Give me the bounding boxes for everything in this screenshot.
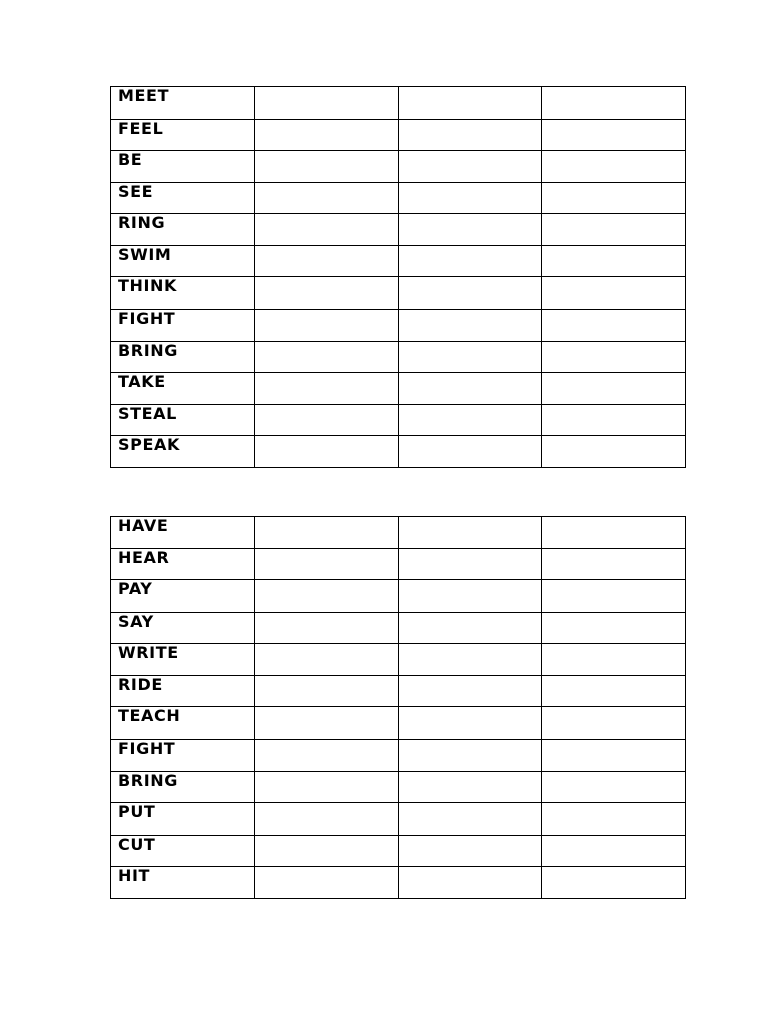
answer-cell-3[interactable] bbox=[542, 803, 686, 836]
answer-cell-2[interactable] bbox=[398, 246, 542, 277]
answer-cell-1[interactable] bbox=[254, 549, 398, 580]
table-row bbox=[111, 246, 686, 277]
verb-table-1-body bbox=[111, 87, 686, 468]
answer-cell-3[interactable] bbox=[542, 613, 686, 644]
answer-cell-3[interactable] bbox=[542, 772, 686, 803]
verb-table-2 bbox=[110, 516, 686, 899]
answer-cell-2[interactable] bbox=[398, 87, 542, 120]
answer-cell-3[interactable] bbox=[542, 740, 686, 772]
table-row bbox=[111, 644, 686, 676]
verb-cell: FIGHT bbox=[111, 740, 255, 772]
answer-cell-1[interactable] bbox=[254, 803, 398, 836]
answer-cell-1[interactable] bbox=[254, 342, 398, 373]
answer-cell-3[interactable] bbox=[542, 517, 686, 549]
answer-cell-3[interactable] bbox=[542, 120, 686, 151]
verb-cell: STEAL bbox=[111, 405, 255, 436]
verb-cell: THINK bbox=[111, 277, 255, 310]
verb-cell: FEEL bbox=[111, 120, 255, 151]
answer-cell-1[interactable] bbox=[254, 772, 398, 803]
answer-cell-1[interactable] bbox=[254, 644, 398, 676]
table-row bbox=[111, 867, 686, 899]
answer-cell-2[interactable] bbox=[398, 613, 542, 644]
answer-cell-1[interactable] bbox=[254, 246, 398, 277]
verb-cell: SWIM bbox=[111, 246, 255, 277]
verb-cell: WRITE bbox=[111, 644, 255, 676]
answer-cell-2[interactable] bbox=[398, 373, 542, 405]
answer-cell-2[interactable] bbox=[398, 277, 542, 310]
answer-cell-1[interactable] bbox=[254, 373, 398, 405]
answer-cell-1[interactable] bbox=[254, 214, 398, 246]
answer-cell-2[interactable] bbox=[398, 772, 542, 803]
answer-cell-2[interactable] bbox=[398, 740, 542, 772]
answer-cell-1[interactable] bbox=[254, 436, 398, 468]
answer-cell-3[interactable] bbox=[542, 580, 686, 613]
table-row bbox=[111, 803, 686, 836]
answer-cell-2[interactable] bbox=[398, 214, 542, 246]
answer-cell-3[interactable] bbox=[542, 183, 686, 214]
answer-cell-1[interactable] bbox=[254, 277, 398, 310]
table-row bbox=[111, 740, 686, 772]
verb-cell: RING bbox=[111, 214, 255, 246]
answer-cell-1[interactable] bbox=[254, 151, 398, 183]
verb-cell: SEE bbox=[111, 183, 255, 214]
table-row bbox=[111, 613, 686, 644]
answer-cell-1[interactable] bbox=[254, 613, 398, 644]
verb-cell: SAY bbox=[111, 613, 255, 644]
answer-cell-3[interactable] bbox=[542, 214, 686, 246]
answer-cell-2[interactable] bbox=[398, 867, 542, 899]
table-row bbox=[111, 120, 686, 151]
table-row bbox=[111, 373, 686, 405]
answer-cell-1[interactable] bbox=[254, 310, 398, 342]
answer-cell-1[interactable] bbox=[254, 740, 398, 772]
answer-cell-3[interactable] bbox=[542, 644, 686, 676]
verb-cell: HEAR bbox=[111, 549, 255, 580]
table-row bbox=[111, 580, 686, 613]
answer-cell-2[interactable] bbox=[398, 580, 542, 613]
table-row bbox=[111, 707, 686, 740]
answer-cell-1[interactable] bbox=[254, 87, 398, 120]
answer-cell-2[interactable] bbox=[398, 151, 542, 183]
verb-cell: CUT bbox=[111, 836, 255, 867]
answer-cell-1[interactable] bbox=[254, 867, 398, 899]
answer-cell-2[interactable] bbox=[398, 707, 542, 740]
answer-cell-1[interactable] bbox=[254, 676, 398, 707]
verb-cell: MEET bbox=[111, 87, 255, 120]
answer-cell-3[interactable] bbox=[542, 246, 686, 277]
answer-cell-3[interactable] bbox=[542, 436, 686, 468]
answer-cell-1[interactable] bbox=[254, 405, 398, 436]
table-row bbox=[111, 405, 686, 436]
answer-cell-2[interactable] bbox=[398, 183, 542, 214]
verb-cell: PUT bbox=[111, 803, 255, 836]
answer-cell-3[interactable] bbox=[542, 549, 686, 580]
answer-cell-3[interactable] bbox=[542, 676, 686, 707]
answer-cell-3[interactable] bbox=[542, 867, 686, 899]
answer-cell-2[interactable] bbox=[398, 310, 542, 342]
answer-cell-2[interactable] bbox=[398, 342, 542, 373]
answer-cell-1[interactable] bbox=[254, 517, 398, 549]
answer-cell-3[interactable] bbox=[542, 707, 686, 740]
verb-cell: SPEAK bbox=[111, 436, 255, 468]
answer-cell-1[interactable] bbox=[254, 580, 398, 613]
verb-cell: PAY bbox=[111, 580, 255, 613]
answer-cell-2[interactable] bbox=[398, 549, 542, 580]
table-row bbox=[111, 436, 686, 468]
answer-cell-1[interactable] bbox=[254, 707, 398, 740]
verb-cell: HAVE bbox=[111, 517, 255, 549]
verb-cell: TEACH bbox=[111, 707, 255, 740]
verb-cell: BE bbox=[111, 151, 255, 183]
answer-cell-2[interactable] bbox=[398, 405, 542, 436]
answer-cell-3[interactable] bbox=[542, 373, 686, 405]
answer-cell-1[interactable] bbox=[254, 183, 398, 214]
answer-cell-2[interactable] bbox=[398, 517, 542, 549]
verb-cell: HIT bbox=[111, 867, 255, 899]
answer-cell-3[interactable] bbox=[542, 836, 686, 867]
answer-cell-1[interactable] bbox=[254, 120, 398, 151]
verb-cell: RIDE bbox=[111, 676, 255, 707]
answer-cell-3[interactable] bbox=[542, 151, 686, 183]
verb-cell: BRING bbox=[111, 342, 255, 373]
table-row bbox=[111, 772, 686, 803]
table-row bbox=[111, 87, 686, 120]
answer-cell-1[interactable] bbox=[254, 836, 398, 867]
answer-cell-2[interactable] bbox=[398, 120, 542, 151]
answer-cell-2[interactable] bbox=[398, 676, 542, 707]
answer-cell-3[interactable] bbox=[542, 342, 686, 373]
answer-cell-2[interactable] bbox=[398, 436, 542, 468]
answer-cell-2[interactable] bbox=[398, 836, 542, 867]
table-row bbox=[111, 151, 686, 183]
verb-cell: TAKE bbox=[111, 373, 255, 405]
answer-cell-3[interactable] bbox=[542, 405, 686, 436]
verb-table-2-body bbox=[111, 517, 686, 899]
table-row bbox=[111, 310, 686, 342]
answer-cell-3[interactable] bbox=[542, 310, 686, 342]
table-row bbox=[111, 517, 686, 549]
table-row bbox=[111, 214, 686, 246]
verb-table-1 bbox=[110, 86, 686, 468]
answer-cell-2[interactable] bbox=[398, 644, 542, 676]
table-row bbox=[111, 183, 686, 214]
answer-cell-3[interactable] bbox=[542, 87, 686, 120]
table-row bbox=[111, 836, 686, 867]
table-row bbox=[111, 676, 686, 707]
verb-cell: FIGHT bbox=[111, 310, 255, 342]
table-row bbox=[111, 277, 686, 310]
answer-cell-2[interactable] bbox=[398, 803, 542, 836]
answer-cell-3[interactable] bbox=[542, 277, 686, 310]
table-row bbox=[111, 549, 686, 580]
verb-cell: BRING bbox=[111, 772, 255, 803]
table-row bbox=[111, 342, 686, 373]
